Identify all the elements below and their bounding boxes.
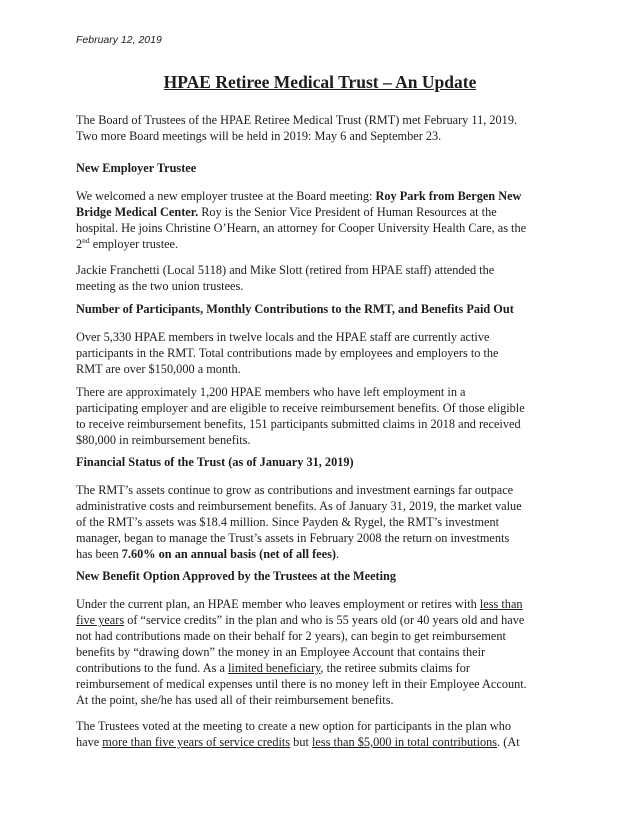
text-run: has been: [76, 547, 122, 561]
underlined-text: limited beneficiary: [228, 661, 321, 675]
text-run: of “service credits” in the plan and who is 55 years old (or 40 years old and have: [124, 613, 525, 627]
text-line: reimbursement of medical expenses until there is no money left in their Employee Account.: [76, 677, 527, 691]
text-line: At the point, she/he has used all of their reimbursement benefits.: [76, 693, 394, 707]
underlined-text: more than five years of service credits: [102, 735, 291, 749]
bold-text: 7.60% on an annual basis (net of all fees): [121, 547, 336, 561]
heading-new-employer-trustee: New Employer Trustee: [76, 161, 197, 175]
text-line: manager, began to manage the Trust’s assets in February 2008 the return on investments: [76, 531, 510, 545]
text-run: We welcomed a new employer trustee at the Board meeting:: [76, 189, 376, 203]
underlined-text: less than: [479, 597, 523, 611]
text-line: The Trustees voted at the meeting to create a new option for participants in the plan who: [76, 719, 512, 733]
benefit-option-paragraph: [76, 596, 566, 708]
text-line: [76, 612, 566, 628]
text-run: Under the current plan, an HPAE member who leaves employment or retires with: [76, 597, 480, 611]
financial-paragraph: [76, 482, 566, 562]
underlined-text: five years: [76, 613, 125, 627]
trustees-vote-paragraph: [76, 718, 566, 750]
text-line: [76, 734, 566, 750]
text-line: administrative costs and reimbursement benefits. As of January 31, 2019, the market value: [76, 499, 522, 513]
text-line: participating employer and are eligible to receive reimbursement benefits. Of those eligible: [76, 401, 525, 415]
heading-new-benefit-option: New Benefit Option Approved by the Trustees at the Meeting: [76, 569, 397, 583]
document-title: HPAE Retiree Medical Trust – An Update: [163, 72, 477, 92]
text-line: There are approximately 1,200 HPAE members who have left employment in a: [76, 385, 466, 399]
heading-participants: Number of Participants, Monthly Contributions to the RMT, and Benefits Paid Out: [76, 302, 514, 316]
text-run: employer trustee.: [89, 237, 179, 251]
bold-text: Roy Park from Bergen New: [375, 189, 522, 203]
text-line: [76, 660, 566, 676]
text-line: meeting as the two union trustees.: [76, 279, 244, 293]
text-line: of the RMT’s assets was $18.4 million. Since Payden & Rygel, the RMT’s investment: [76, 515, 500, 529]
text-line: participants in the RMT. Total contributions made by employees and employers to the: [76, 346, 499, 360]
text-line: not had contributions made on their behalf for 2 years), can begin to get reimbursement: [76, 629, 506, 643]
text-line: Jackie Franchetti (Local 5118) and Mike Slott (retired from HPAE staff) attended the: [76, 263, 495, 277]
underlined-text: less than $5,000 in total contributions: [311, 735, 498, 749]
text-line: The RMT’s assets continue to grow as contributions and investment earnings far outpace: [76, 483, 514, 497]
text-run: .: [335, 547, 340, 561]
text-line: [76, 188, 566, 204]
union-trustees-paragraph: [76, 262, 566, 294]
text-line: [76, 236, 566, 252]
intro-paragraph: [76, 112, 566, 144]
text-run: Roy is the Senior Vice President of Human Resources at the: [198, 205, 497, 219]
text-run: but: [290, 735, 312, 749]
text-line: [76, 596, 566, 612]
text-line: to receive reimbursement benefits, 151 participants submitted claims in 2018 and received: [76, 417, 521, 431]
text-line: RMT are over $150,000 a month.: [76, 362, 241, 376]
text-line: $80,000 in reimbursement benefits.: [76, 433, 251, 447]
text-run: contributions to the fund. As a: [76, 661, 228, 675]
text-line: [76, 546, 566, 562]
participants-paragraph: [76, 329, 566, 377]
eligible-members-paragraph: [76, 384, 566, 448]
text-run: have: [76, 735, 103, 749]
superscript: nd: [82, 235, 90, 245]
document-date: February 12, 2019: [76, 34, 162, 46]
text-line: hospital. He joins Christine O’Hearn, an attorney for Cooper University Health Care, as the: [76, 221, 527, 235]
text-line: Over 5,330 HPAE members in twelve locals and the HPAE staff are currently active: [76, 330, 490, 344]
heading-financial-status: Financial Status of the Trust (as of January 31, 2019): [76, 455, 354, 469]
text-line: [76, 204, 566, 220]
bold-text: Bridge Medical Center.: [76, 205, 199, 219]
text-line: benefits by “drawing down” the money in an Employee Account that contains their: [76, 645, 486, 659]
text-run: , the retiree submits claims for: [320, 661, 470, 675]
text-run: 2: [76, 237, 83, 251]
text-line: Two more Board meetings will be held in 2019: May 6 and September 23.: [76, 129, 442, 143]
text-run: . (At: [497, 735, 520, 749]
trustee-paragraph: [76, 188, 566, 252]
text-line: The Board of Trustees of the HPAE Retiree Medical Trust (RMT) met February 11, 2019.: [76, 113, 518, 127]
